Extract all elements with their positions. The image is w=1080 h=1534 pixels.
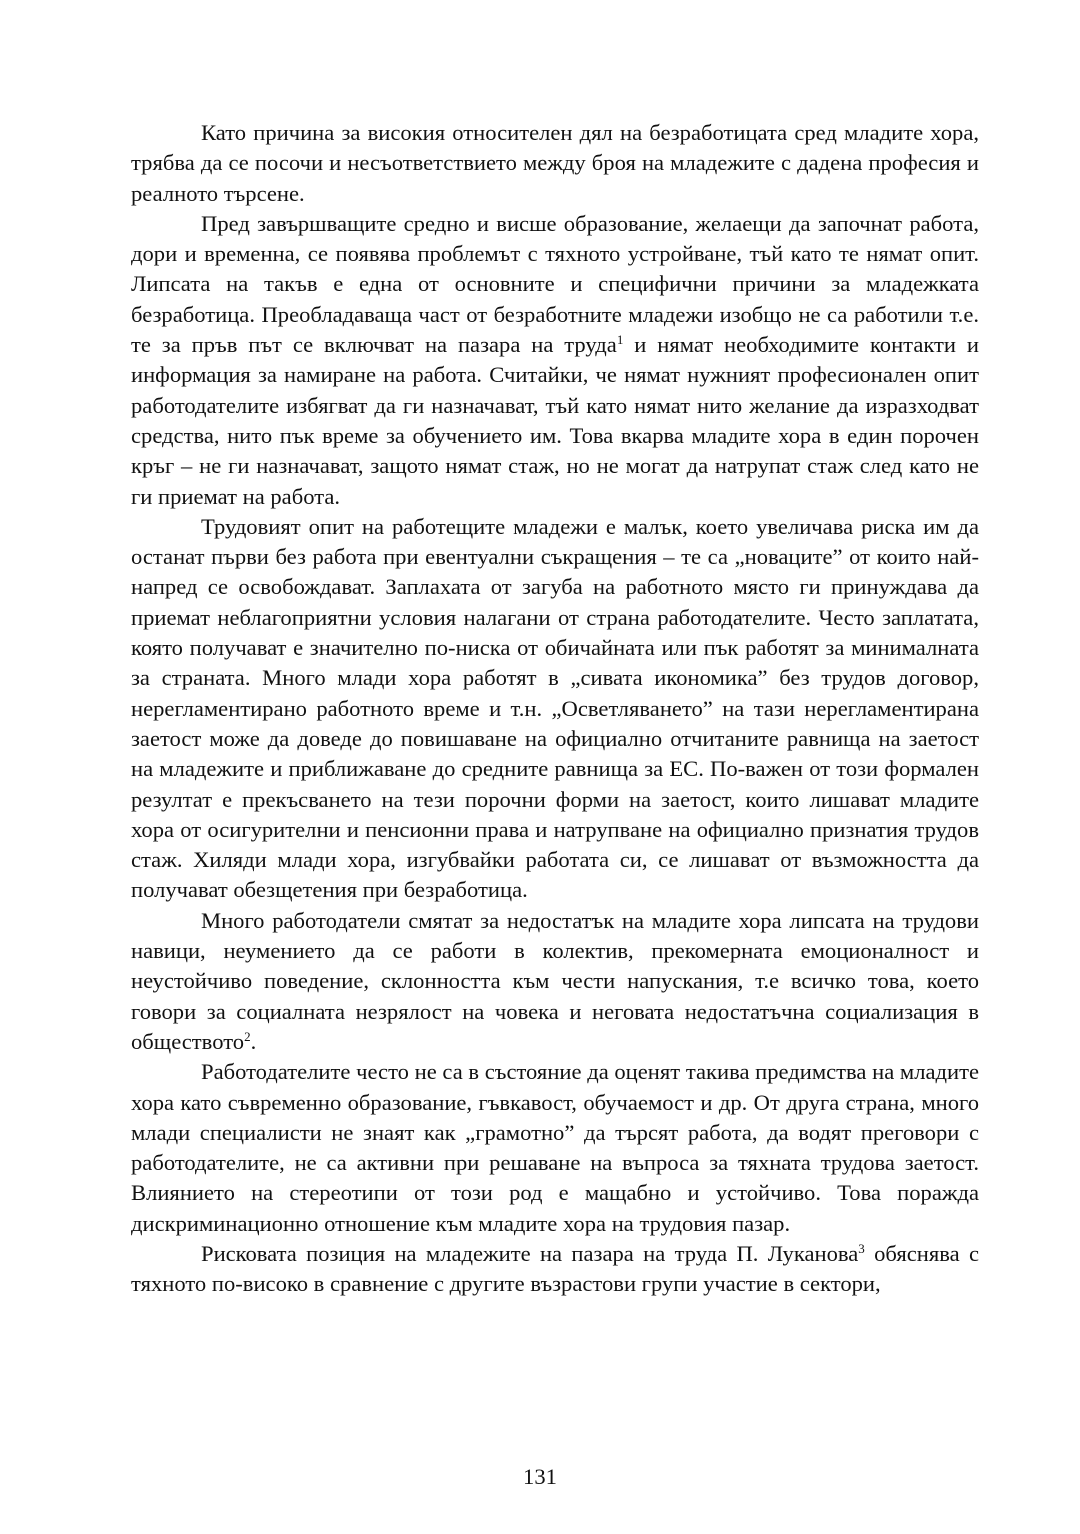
paragraph-4-text: Много работодатели смятат за недостатък на младите хора липсата на трудови навици, неумението да се работи в колектив, прекомерната емоционалност и неустойчиво поведение, склонността към чести напускания, т.е всичко това, което говори за социалната незрялост на човека и неговата недостатъчна социализация в обществото: [131, 907, 979, 1054]
paragraph-6-text-after: обяснява с тяхното по-високо в сравнение с другите възрастови групи участие в сектори,: [131, 1240, 980, 1297]
paragraph-2: [131, 209, 979, 512]
paragraph-3-text: Трудовият опит на работещите младежи е малък, което увеличава риска им да останат първи без работа при евентуални съкращения – те са „новаците” от които най-напред се освобождават. Заплахата от загуба на работното място ги принуждава да приемат неблагоприятни условия налагани от страна работодателите. Често заплатата, която получават е значително по-ниска от обичайната или пък работят за минималната за страната. Много млади хора работят в „сивата икономика” без трудов договор, нерегламентирано работното време и т.н. „Осветляването” на тази нерегламентирана заетост може да доведе до повишаване на официално отчитаните равнища на заетост на младежите и приближаване до средните равнища за ЕС. По-важен от този формален резултат е прекъсването на тези порочни форми на заетост, които лишават младите хора от осигурителни и пенсионни права и натрупване на официално признатия трудов стаж. Хиляди млади хора, изгубвайки работата си, се лишават от възможността да получават обезщетения при безработица.: [131, 513, 979, 903]
paragraph-5: [131, 1057, 979, 1239]
footnote-ref-1[interactable]: 1: [616, 332, 624, 348]
footnote-ref-2[interactable]: 2: [244, 1028, 251, 1044]
paragraph-3: [131, 512, 979, 906]
paragraph-2-text: Пред завършващите средно и висше образование, желаещи да започнат работа, дори и временна, се появява проблемът с тяхното устройване, тъй като те нямат опит. Липсата на такъв е една от основните и специфични причини за младежката безработица. Преобладаваща част от безработните младежи изобщо не са работили т.е. те за пръв път се включват на пазара на труда: [131, 210, 979, 358]
page-number: 131: [523, 1464, 557, 1489]
paragraph-4-text-after: .: [250, 1028, 257, 1054]
paragraph-6-text: Рисковата позиция на младежите на пазара на труда П. Луканова: [201, 1240, 859, 1266]
paragraph-1: [131, 118, 979, 209]
paragraph-5-text: Работодателите често не са в състояние да оценят такива предимства на младите хора като съвременно образование, гъвкавост, обучаемост и др. От друга страна, много млади специалисти не знаят как „грамотно” да търсят работа, да водят преговори с работодателите, не са активни при решаване на въпроса за тяхната трудова заетост. Влиянието на стереотипи от този род е мащабно и устойчиво. Това поражда дискриминационно отношение към младите хора на трудовия пазар.: [131, 1059, 979, 1236]
paragraph-1-text: Като причина за високия относителен дял на безработицата сред младите хора, трябва да се посочи и несъответствието между броя на младежите с дадена професия и реалното търсене.: [131, 120, 979, 206]
paragraph-2-text-after: и нямат необходимите контакти и информация за намиране на работа. Считайки, че нямат нужният професионален опит работодателите избягват да ги назначават, тъй като нямат нито желание да изразходват средства, нито пък време за обучението им. Това вкарва младите хора в един порочен кръг – не ги назначават, защото нямат стаж, но не могат да натрупат стаж след като не ги приемат на работа.: [131, 332, 979, 509]
paragraph-4: [131, 906, 979, 1057]
body-text: [131, 118, 979, 1300]
paragraph-6: [131, 1239, 979, 1300]
footnote-ref-3[interactable]: 3: [858, 1240, 865, 1256]
